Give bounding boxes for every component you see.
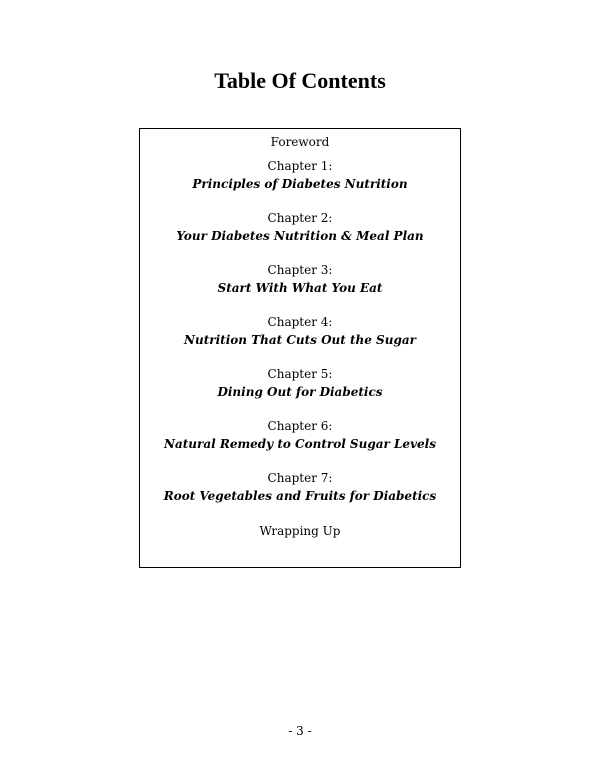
toc-chapter-3-title: Start With What You Eat <box>217 281 383 295</box>
toc-chapter-1-title: Principles of Diabetes Nutrition <box>192 177 408 191</box>
toc-chapter-4-label: Chapter 4: <box>267 315 333 329</box>
toc-chapter-6-title: Natural Remedy to Control Sugar Levels <box>164 437 436 451</box>
toc-chapter-5-title: Dining Out for Diabetics <box>217 385 383 399</box>
toc-wrapping-up: Wrapping Up <box>259 524 341 538</box>
toc-chapter-1-label: Chapter 1: <box>267 159 333 173</box>
toc-chapter-7-title: Root Vegetables and Fruits for Diabetics <box>163 489 437 503</box>
toc-foreword: Foreword <box>270 135 330 149</box>
toc-chapter-3-label: Chapter 3: <box>267 263 333 277</box>
toc-chapter-2-title: Your Diabetes Nutrition & Meal Plan <box>176 229 424 243</box>
toc-chapter-7-label: Chapter 7: <box>267 471 333 485</box>
table-of-contents <box>139 128 461 568</box>
toc-chapter-2-label: Chapter 2: <box>267 211 333 225</box>
toc-chapter-5-label: Chapter 5: <box>267 367 333 381</box>
toc-chapter-4-title: Nutrition That Cuts Out the Sugar <box>184 333 416 347</box>
page-number: - 3 - <box>288 724 312 738</box>
toc-chapter-6-label: Chapter 6: <box>267 419 333 433</box>
page-title: Table Of Contents <box>214 68 386 93</box>
